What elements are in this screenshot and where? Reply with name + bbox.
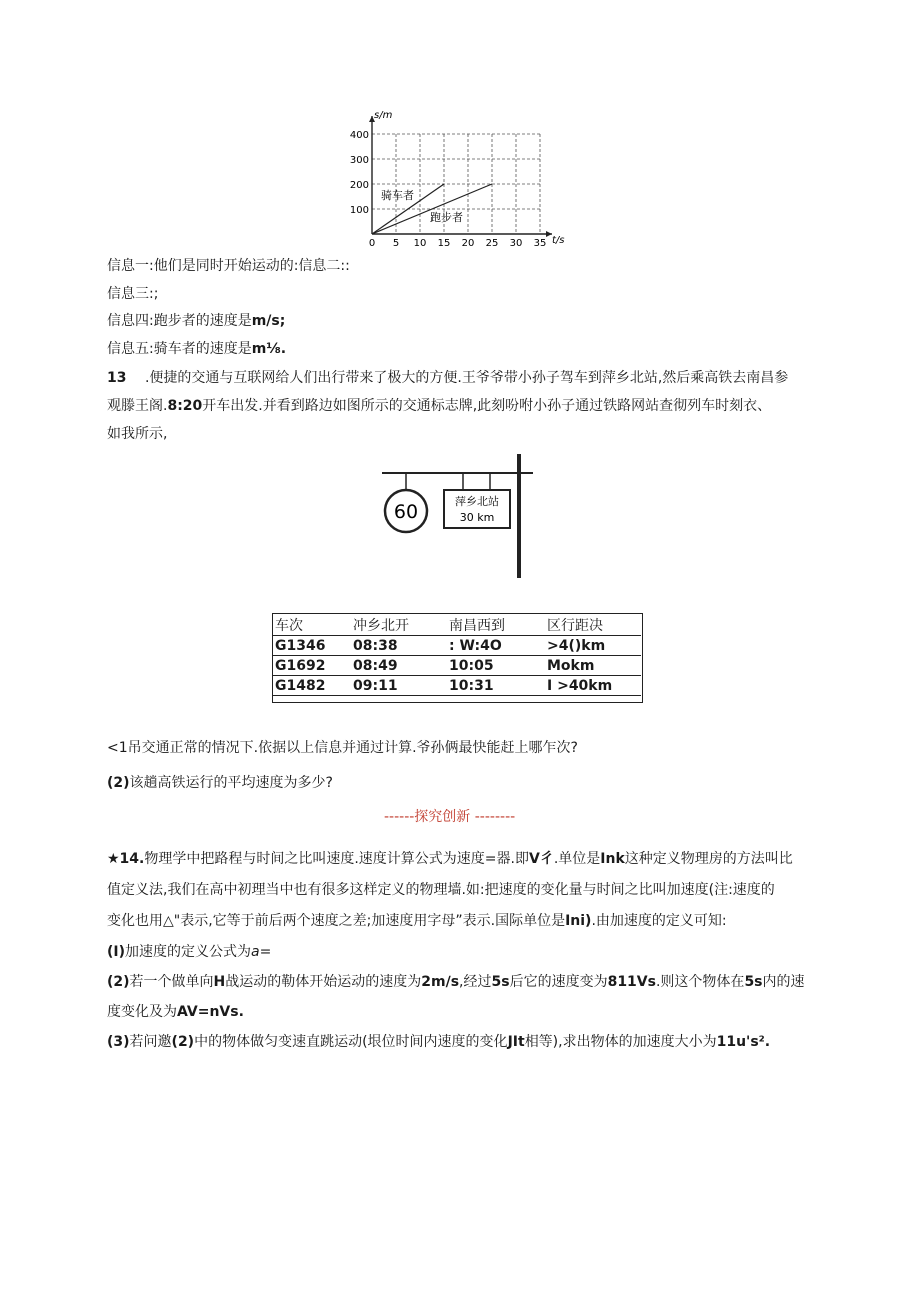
table-row bbox=[273, 636, 641, 656]
q14-part-2-line-2 bbox=[107, 1002, 244, 1022]
table-cell: G1346 bbox=[273, 636, 351, 656]
q13-number: 13 bbox=[107, 370, 127, 386]
q14-part-2-bold: 811Vs bbox=[607, 974, 656, 990]
info-line-4-text: 信息五:骑车者的速度是 bbox=[107, 341, 252, 357]
table-cell: 08:38 bbox=[351, 636, 447, 656]
q13-text-2a: 观滕王阁. bbox=[107, 398, 168, 414]
timetable-header-cell: 冲乡北开 bbox=[351, 615, 447, 636]
traffic-sign-figure bbox=[378, 450, 538, 580]
q13-text-1: .便捷的交通与互联网给人们出行带来了极大的方便.王爷爷带小孙子驾车到萍乡北站,然后乘高铁去南昌参 bbox=[144, 370, 789, 386]
table-cell: I >40km bbox=[545, 676, 641, 696]
table-cell: 10:05 bbox=[447, 656, 545, 676]
info-line-3-text: 信息四:跑步者的速度是 bbox=[107, 313, 252, 329]
q14-part-2-text: ,经过 bbox=[459, 974, 492, 990]
q13-sub-1: <1吊交通正常的情况下.依据以上信息并通过计算.爷孙俩最快能赶上哪乍次? bbox=[107, 740, 578, 756]
q13-time: 8:20 bbox=[167, 398, 203, 414]
series-label-runner: 跑步者 bbox=[430, 211, 463, 224]
table-cell: : W:4O bbox=[447, 636, 545, 656]
q14-text-1e: 这种定义物理房的方法叫比 bbox=[624, 851, 793, 867]
table-row bbox=[273, 676, 641, 696]
q14-text-1a: 物理学中把路程与时间之比叫速度.速度计算公式为速度=器.即 bbox=[144, 851, 529, 867]
table-cell: G1482 bbox=[273, 676, 351, 696]
info-line-3 bbox=[107, 311, 285, 331]
x-tick-label: 10 bbox=[413, 238, 427, 249]
q13-line-3: 如我所示, bbox=[107, 426, 168, 442]
q14-part-2-bold: H bbox=[213, 974, 226, 990]
q14-part-2-bold: 5s bbox=[491, 974, 510, 990]
q14-text-3a: 变化也用△"表示,它等于前后两个速度之差;加速度用字母”表示.国际单位是 bbox=[107, 913, 566, 929]
q14-unit-si: Ini) bbox=[565, 913, 592, 929]
q13-text-2b: 开车出发.并看到路边如图所示的交通标志牌,此刻吩咐小孙子通过铁路网站查彻列车时刻衣、 bbox=[202, 398, 772, 414]
q14-part-3-text: 相等),求出物体的加速度大小为 bbox=[524, 1034, 717, 1050]
q13-line-2 bbox=[107, 396, 771, 416]
q14-text-3c: .由加速度的定义可知: bbox=[591, 913, 727, 929]
table-cell: G1692 bbox=[273, 656, 351, 676]
x-tick-label: 30 bbox=[509, 238, 523, 249]
section-title: ------探究创新 -------- bbox=[384, 809, 516, 825]
x-tick-label: 15 bbox=[437, 238, 451, 249]
q14-line-3 bbox=[107, 911, 727, 931]
q14-text-1c: .单位是 bbox=[553, 851, 601, 867]
info-line-2: 信息三:; bbox=[107, 286, 159, 302]
q14-line-1 bbox=[107, 849, 793, 869]
q14-part-2-text: 内的速 bbox=[762, 974, 805, 990]
q14-part-2-bold: AV=nVs. bbox=[177, 1004, 244, 1020]
q13-sub-2-number: (2) bbox=[107, 775, 130, 791]
timetable-header-cell: 区行距决 bbox=[545, 615, 641, 636]
x-tick-label: 35 bbox=[533, 238, 547, 249]
q13-sub-2-text: 该趟高铁运行的平均速度为多少? bbox=[129, 775, 333, 791]
y-axis-label: s/m bbox=[374, 110, 393, 121]
q14-line-2: 值定义法,我们在高中初理当中也有很多这样定义的物理墙.如:把速度的变化量与时间之比叫加速度(注:速度的 bbox=[107, 882, 775, 898]
x-tick-label: 5 bbox=[392, 238, 400, 249]
q14-number: ★14. bbox=[107, 851, 145, 867]
q14-formula: V彳 bbox=[529, 851, 554, 867]
q14-part-2-bold: 2m∕s bbox=[421, 974, 460, 990]
info-line-4-unit: m⅛. bbox=[251, 341, 287, 357]
q14-part-2-number: (2) bbox=[107, 974, 130, 990]
x-axis-label: t/s bbox=[552, 235, 565, 246]
q14-part-3-bold: (2) bbox=[171, 1034, 195, 1050]
q14-part-3-bold: JIt bbox=[507, 1034, 525, 1050]
q14-part-1-var: a= bbox=[251, 944, 272, 960]
q14-part-3-number: (3) bbox=[107, 1034, 130, 1050]
y-tick-label: 100 bbox=[349, 205, 369, 216]
table-cell: Mokm bbox=[545, 656, 641, 676]
info-line-1: 信息一:他们是同时开始运动的:信息二:: bbox=[107, 258, 350, 274]
q14-part-2-text: 战运动的勒体开始运动的速度为 bbox=[225, 974, 422, 990]
table-cell: 10:31 bbox=[447, 676, 545, 696]
timetable-header-cell: 南昌西到 bbox=[447, 615, 545, 636]
x-tick-label: 0 bbox=[368, 238, 376, 249]
info-line-3-unit: m/s; bbox=[251, 313, 286, 329]
q14-part-2-text: .则这个物体在 bbox=[655, 974, 745, 990]
q13-sub-2 bbox=[107, 773, 333, 793]
q14-part-2-bold: 5s bbox=[744, 974, 763, 990]
q14-part-3 bbox=[107, 1032, 770, 1052]
station-name: 萍乡北站 bbox=[455, 495, 499, 508]
timetable-header-cell: 车次 bbox=[273, 615, 351, 636]
table-cell: 09:11 bbox=[351, 676, 447, 696]
q14-part-2 bbox=[107, 972, 805, 992]
timetable-header bbox=[273, 615, 641, 636]
q14-part-2-text: 后它的速度变为 bbox=[509, 974, 608, 990]
q14-part-2-text: 若一个做单向 bbox=[129, 974, 214, 990]
x-tick-label: 25 bbox=[485, 238, 499, 249]
table-cell: 08:49 bbox=[351, 656, 447, 676]
info-line-4 bbox=[107, 339, 286, 359]
q14-part-1 bbox=[107, 942, 271, 962]
q13-line-1 bbox=[107, 368, 788, 388]
speed-limit-value: 60 bbox=[393, 501, 419, 523]
q14-part-3-text: 中的物体做匀变速直跳运动(垠位时间内速度的变化 bbox=[194, 1034, 508, 1050]
timetable bbox=[273, 615, 641, 696]
table-row bbox=[273, 656, 641, 676]
y-tick-label: 200 bbox=[349, 180, 369, 191]
distance-time-chart bbox=[340, 100, 580, 250]
q14-part-2-text: 度变化及为 bbox=[107, 1004, 177, 1020]
y-tick-label: 300 bbox=[349, 155, 369, 166]
q14-part-3-bold: 11u's². bbox=[716, 1034, 771, 1050]
series-label-cyclist: 骑车者 bbox=[381, 189, 414, 202]
q14-part-1-number: (I) bbox=[107, 944, 126, 960]
table-cell: >4()km bbox=[545, 636, 641, 656]
q14-part-1-text: 加速度的定义公式为 bbox=[125, 944, 252, 960]
station-distance: 30 km bbox=[459, 511, 495, 524]
x-tick-label: 20 bbox=[461, 238, 475, 249]
q14-unit: Ink bbox=[600, 851, 625, 867]
q14-part-3-text: 若问邀 bbox=[129, 1034, 172, 1050]
y-tick-label: 400 bbox=[349, 130, 369, 141]
